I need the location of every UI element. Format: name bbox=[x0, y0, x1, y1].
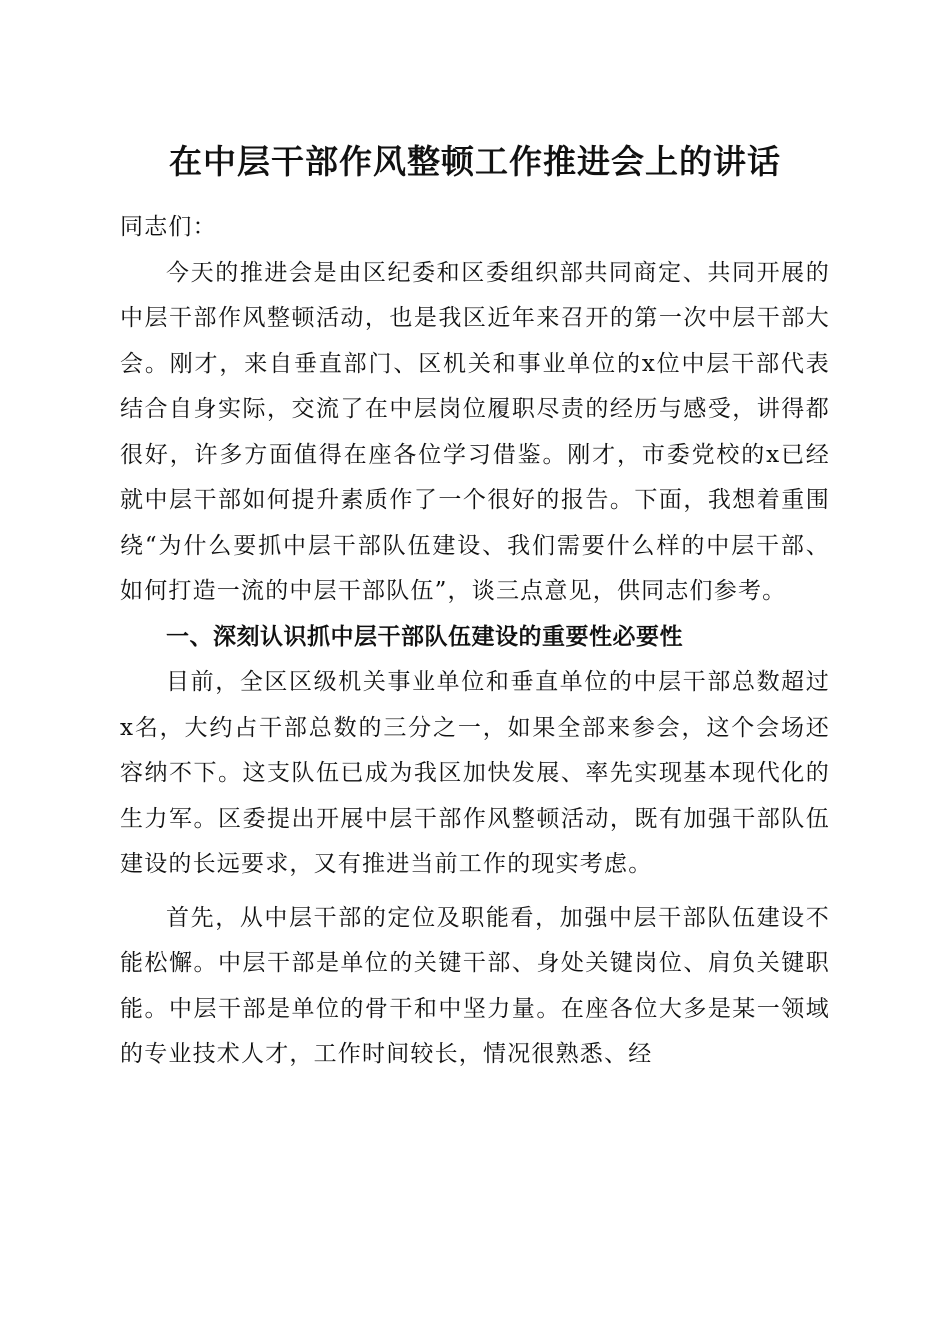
document-body bbox=[120, 205, 830, 1078]
section-heading: 一、深刻认识抓中层干部队伍建设的重要性必要性 bbox=[166, 623, 683, 650]
document-title: 在中层干部作风整顿工作推进会上的讲话 bbox=[169, 142, 781, 181]
section-paragraph-2: 首先，从中层干部的定位及职能看，加强中层干部队伍建设不能松懈。中层干部是单位的关键干部、身处关键岗位、肩负关键职能。中层干部是单位的骨干和中坚力量。在座各位大多是某一领域的专业技术人才，工作时间较长，情况很熟悉、经 bbox=[120, 904, 830, 1067]
section-paragraph-1: 目前，全区区级机关事业单位和垂直单位的中层干部总数超过x名，大约占干部总数的三分之一，如果全部来参会，这个会场还容纳不下。这支队伍已成为我区加快发展、率先实现基本现代化的生力军。区委提出开展中层干部作风整顿活动，既有加强干部队伍建设的长远要求，又有推进当前工作的现实考虑。 bbox=[120, 669, 830, 877]
intro-paragraph: 今天的推进会是由区纪委和区委组织部共同商定、共同开展的中层干部作风整顿活动，也是我区近年来召开的第一次中层干部大会。刚才，来自垂直部门、区机关和事业单位的x位中层干部代表结合自身实际，交流了在中层岗位履职尽责的经历与感受，讲得都很好，许多方面值得在座各位学习借鉴。刚才，市委党校的x已经就中层干部如何提升素质作了一个很好的报告。下面，我想着重围绕“为什么要抓中层干部队伍建设、我们需要什么样的中层干部、如何打造一流的中层干部队伍”，谈三点意见，供同志们参考。 bbox=[120, 259, 830, 604]
salutation: 同志们： bbox=[120, 214, 217, 240]
